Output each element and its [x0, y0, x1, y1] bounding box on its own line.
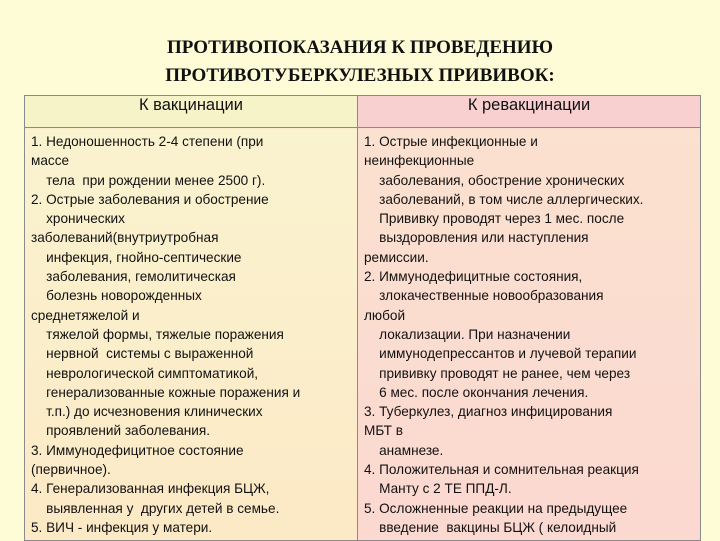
text-line: тела при рождении менее 2500 г).	[31, 172, 266, 188]
title-line-2: ПРОТИВОТУБЕРКУЛЕЗНЫХ ПРИВИВОК:	[165, 65, 555, 86]
text-line: анамнезе.	[364, 442, 444, 458]
text-line: 4. Генерализованная инфекция БЦЖ,	[31, 481, 270, 497]
text-line: 1. Недоношенность 2-4 степени (при	[31, 134, 264, 149]
header-revaccination: К ревакцинации	[358, 96, 701, 128]
title-line-1: ПРОТИВОПОКАЗАНИЯ К ПРОВЕДЕНИЮ	[167, 37, 553, 58]
text-line: заболеваний(внутриутробная	[31, 230, 219, 246]
revaccination-text	[358, 128, 700, 540]
text-line: неинфекционные	[364, 153, 475, 169]
text-line: среднетяжелой и	[31, 307, 140, 323]
text-line: хронических	[31, 211, 125, 227]
text-line: инфекция, гнойно-септические	[31, 249, 242, 265]
text-line: 4. Положительная и сомнительная реакция	[364, 462, 639, 478]
text-line: 3. Туберкулез, диагноз инфицирования	[364, 404, 613, 420]
text-line: выздоровления или наступления	[364, 230, 589, 246]
vaccination-text	[25, 128, 357, 540]
text-line: 6 мес. после окончания лечения.	[364, 384, 589, 400]
text-line: 1. Острые инфекционные и	[364, 134, 538, 149]
contraindications-table	[24, 95, 701, 541]
text-line: т.п.) до исчезновения клинических	[31, 404, 263, 420]
table-row	[25, 128, 701, 541]
text-line: локализации. При назначении	[364, 326, 571, 342]
text-line: заболевания, гемолитическая	[31, 269, 236, 285]
text-line: проявлений заболевания.	[31, 423, 211, 439]
text-line: МБТ в	[364, 423, 403, 439]
text-line: заболевания, обострение хронических	[364, 172, 625, 188]
text-line: 5. ВИЧ - инфекция у матери.	[31, 519, 213, 535]
text-line: выявленная у других детей в семье.	[31, 500, 280, 516]
text-line: тяжелой формы, тяжелые поражения	[31, 326, 284, 342]
text-line: массе	[31, 153, 70, 169]
text-line: Манту с 2 ТЕ ППД-Л.	[364, 481, 512, 497]
text-line: любой	[364, 307, 406, 323]
vaccination-cell	[25, 128, 358, 541]
text-line: заболеваний, в том числе аллергических.	[364, 191, 644, 207]
text-line: иммунодепрессантов и лучевой терапии	[364, 346, 637, 362]
text-line: введение вакцины БЦЖ ( келоидный	[364, 519, 617, 535]
header-vaccination: К вакцинации	[25, 96, 358, 128]
revaccination-cell	[358, 128, 701, 541]
text-line: Прививку проводят через 1 мес. после	[364, 211, 625, 227]
text-line: прививку проводят не ранее, чем через	[364, 365, 631, 381]
page-title	[0, 34, 720, 90]
text-line: генерализованные кожные поражения и	[31, 384, 301, 400]
table-header-row	[25, 96, 701, 128]
text-line: 2. Иммунодефицитные состояния,	[364, 269, 583, 285]
text-line: 2. Острые заболевания и обострение	[31, 191, 269, 207]
text-line: 5. Осложненные реакции на предыдущее	[364, 500, 628, 516]
text-line: (первичное).	[31, 462, 111, 478]
text-line: ремиссии.	[364, 249, 429, 265]
text-line: 3. Иммунодефицитное состояние	[31, 442, 244, 458]
text-line: неврологической симптоматикой,	[31, 365, 259, 381]
text-line: нервной системы с выраженной	[31, 346, 254, 362]
text-line: злокачественные новообразования	[364, 288, 604, 304]
text-line: болезнь новорожденных	[31, 288, 202, 304]
